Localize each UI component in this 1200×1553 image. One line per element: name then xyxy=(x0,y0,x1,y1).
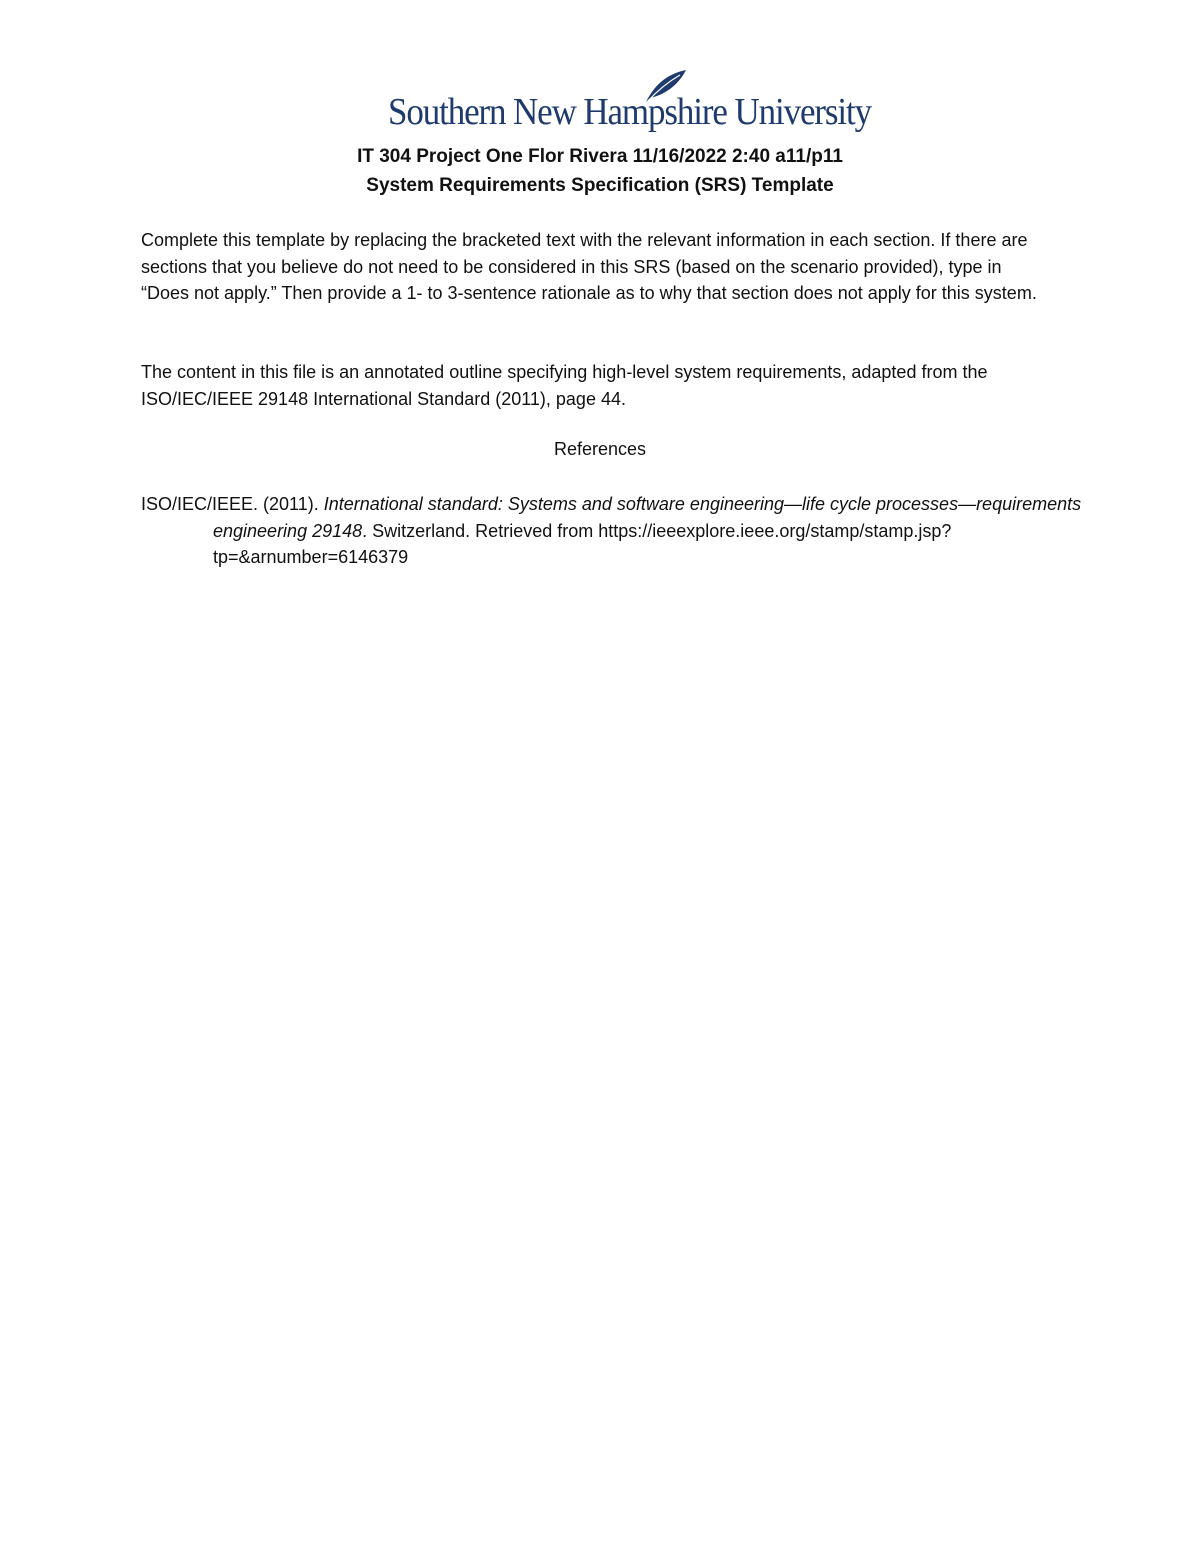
university-logo xyxy=(388,68,872,138)
reference-title: International standard: Systems and software engineering—life cycle processes—requirements engineering 29148 xyxy=(213,494,1082,541)
references-heading: References xyxy=(553,439,647,459)
reference-entry xyxy=(141,491,1123,571)
content-description-paragraph: The content in this file is an annotated outline specifying high-level system requirements, adapted from the ISO/IEC/IEEE 29148 International Standard (2011), page 44. xyxy=(141,362,988,409)
document-title: IT 304 Project One Flor Rivera 11/16/2022 2:40 a11/p11 xyxy=(357,146,843,167)
reference-author: ISO/IEC/IEEE. (2011). xyxy=(141,494,324,514)
instructions-paragraph: Complete this template by replacing the bracketed text with the relevant information in each section. If there are sections that you believe do not need to be considered in this SRS (based on the scenario provided), type in “Does not apply.” Then provide a 1- to 3-sentence rationale as to why that section does not apply for this system. xyxy=(141,230,1037,303)
logo-wordmark: Southern New Hampshire University xyxy=(388,91,872,133)
reference-source: . Switzerland. Retrieved from https://ieeexplore.ieee.org/stamp/stamp.jsp?tp=&arnumber=6146379 xyxy=(213,520,952,567)
document-subtitle: System Requirements Specification (SRS) Template xyxy=(366,175,834,196)
